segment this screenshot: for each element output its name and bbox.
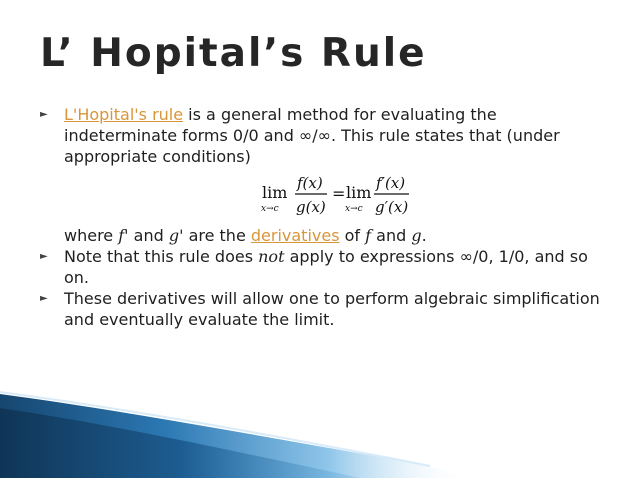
lhopital-formula — [260, 169, 610, 225]
bullet-2-pre: Note that this rule does — [64, 247, 259, 266]
arrow-bullet-icon: ► — [40, 293, 48, 304]
denominator-left: g(x) — [296, 198, 326, 216]
lim-left: lim — [262, 183, 288, 202]
are-text: are the — [183, 226, 251, 245]
derivatives-link[interactable]: derivatives — [250, 226, 340, 245]
bullet-item-2 — [40, 246, 610, 288]
where-line — [64, 225, 610, 246]
bullet-1-text: is a general method for evaluating the indeterminate forms 0/0 and ∞/∞. This rule states that (under appropriate conditions) — [64, 105, 560, 166]
g-prime: g' — [168, 226, 184, 245]
of-text: of — [339, 226, 366, 245]
period: . — [421, 226, 427, 245]
bullet-list — [40, 104, 610, 330]
decorative-swoosh — [0, 388, 638, 478]
denominator-right: g′(x) — [375, 198, 409, 216]
bullet-2-post: apply to expressions ∞/0, 1/0, and so on. — [64, 247, 588, 287]
bullet-2-not: not — [258, 247, 285, 266]
where-text: where — [64, 226, 119, 245]
equals-sign: = — [332, 184, 346, 203]
f-prime: f' — [118, 226, 129, 245]
lim-right: lim — [346, 183, 372, 202]
bullet-item-1 — [40, 104, 610, 246]
lim-sub-right: x→c — [345, 204, 363, 214]
numerator-right: f′(x) — [376, 174, 406, 192]
and-text-2: and — [371, 226, 412, 245]
lim-sub-left: x→c — [261, 204, 279, 214]
numerator-left: f(x) — [297, 174, 323, 192]
lhopital-rule-link[interactable]: L'Hopital's rule — [64, 105, 184, 124]
g-symbol: g — [411, 226, 422, 245]
arrow-bullet-icon: ► — [40, 109, 48, 120]
formula-graphic — [260, 169, 410, 225]
arrow-bullet-icon: ► — [40, 251, 48, 262]
bullet-3-text: These derivatives will allow one to perform algebraic simplification and eventually evaluate the limit. — [64, 289, 600, 329]
slide-title: L’ Hopital’s Rule — [40, 31, 427, 76]
f-symbol: f — [365, 226, 372, 245]
bullet-item-3 — [40, 288, 610, 330]
and-text-1: and — [128, 226, 169, 245]
